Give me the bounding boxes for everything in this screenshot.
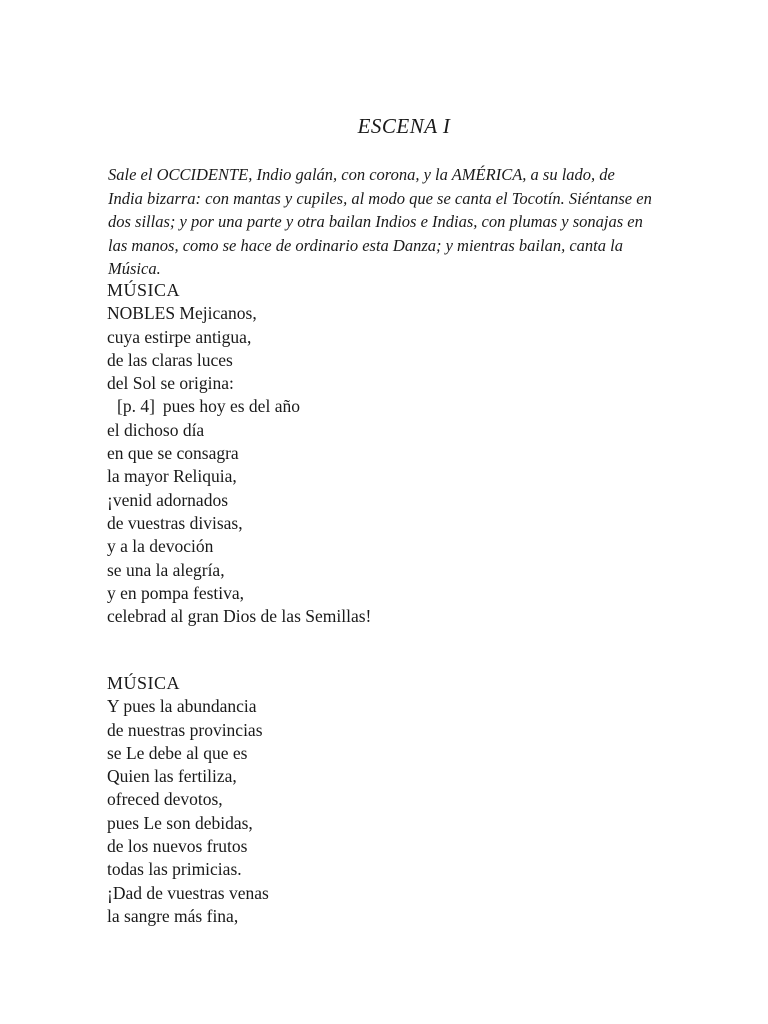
verse-line: del Sol se origina: <box>107 373 234 394</box>
verse-line: ¡venid adornados <box>107 489 229 510</box>
scene-heading: ESCENA I <box>357 114 451 138</box>
verse-line: todas las primicias. <box>107 859 242 880</box>
verse-line: de las claras luces <box>107 349 233 370</box>
verse-line: pues Le son debidas, <box>107 812 253 833</box>
stage-direction-line: India bizarra: con mantas y cupiles, al modo que se canta el Tocotín. Siéntanse en <box>108 188 652 208</box>
verse-line: NOBLES Mejicanos, <box>107 303 257 324</box>
verse-line: celebrad al gran Dios de las Semillas! <box>107 606 372 627</box>
stage-direction-line: Sale el OCCIDENTE, Indio galán, con corona, y la AMÉRICA, a su lado, de <box>108 165 615 184</box>
musica-block-2 <box>107 672 269 928</box>
musica-block-1 <box>107 279 371 628</box>
verse-line: se Le debe al que es <box>107 742 248 763</box>
speaker-label: MÚSICA <box>107 673 181 693</box>
verse-line: ¡Dad de vuestras venas <box>107 882 269 903</box>
verse-line: ofreced devotos, <box>107 789 223 810</box>
verse-line: el dichoso día <box>107 419 205 440</box>
speaker-label: MÚSICA <box>107 280 181 300</box>
stage-direction-line: dos sillas; y por una parte y otra bailan Indios e Indias, con plumas y sonajas en <box>108 212 643 231</box>
verse-line: de los nuevos frutos <box>107 836 248 857</box>
verse-line: y a la devoción <box>107 536 214 557</box>
verse-line: de vuestras divisas, <box>107 512 243 533</box>
verse-line: Quien las fertiliza, <box>107 766 237 787</box>
verse-line: y en pompa festiva, <box>107 582 245 603</box>
verse-line-with-page-ref <box>107 395 371 418</box>
stage-direction <box>108 163 664 281</box>
verse-line: la mayor Reliquia, <box>107 466 237 487</box>
verse-line: se una la alegría, <box>107 559 225 580</box>
stage-direction-line: las manos, como se hace de ordinario esta Danza; y mientras bailan, canta la <box>108 235 623 255</box>
page-reference: [p. 4] <box>117 396 155 417</box>
verse-text: pues hoy es del año <box>162 396 300 417</box>
verse-line: cuya estirpe antigua, <box>107 326 252 347</box>
stage-direction-line: Música. <box>108 259 161 278</box>
verse-line: la sangre más fina, <box>107 905 239 926</box>
verse-line: Y pues la abundancia <box>107 696 257 717</box>
verse-line: de nuestras provincias <box>107 719 263 740</box>
verse-line: en que se consagra <box>107 443 239 464</box>
